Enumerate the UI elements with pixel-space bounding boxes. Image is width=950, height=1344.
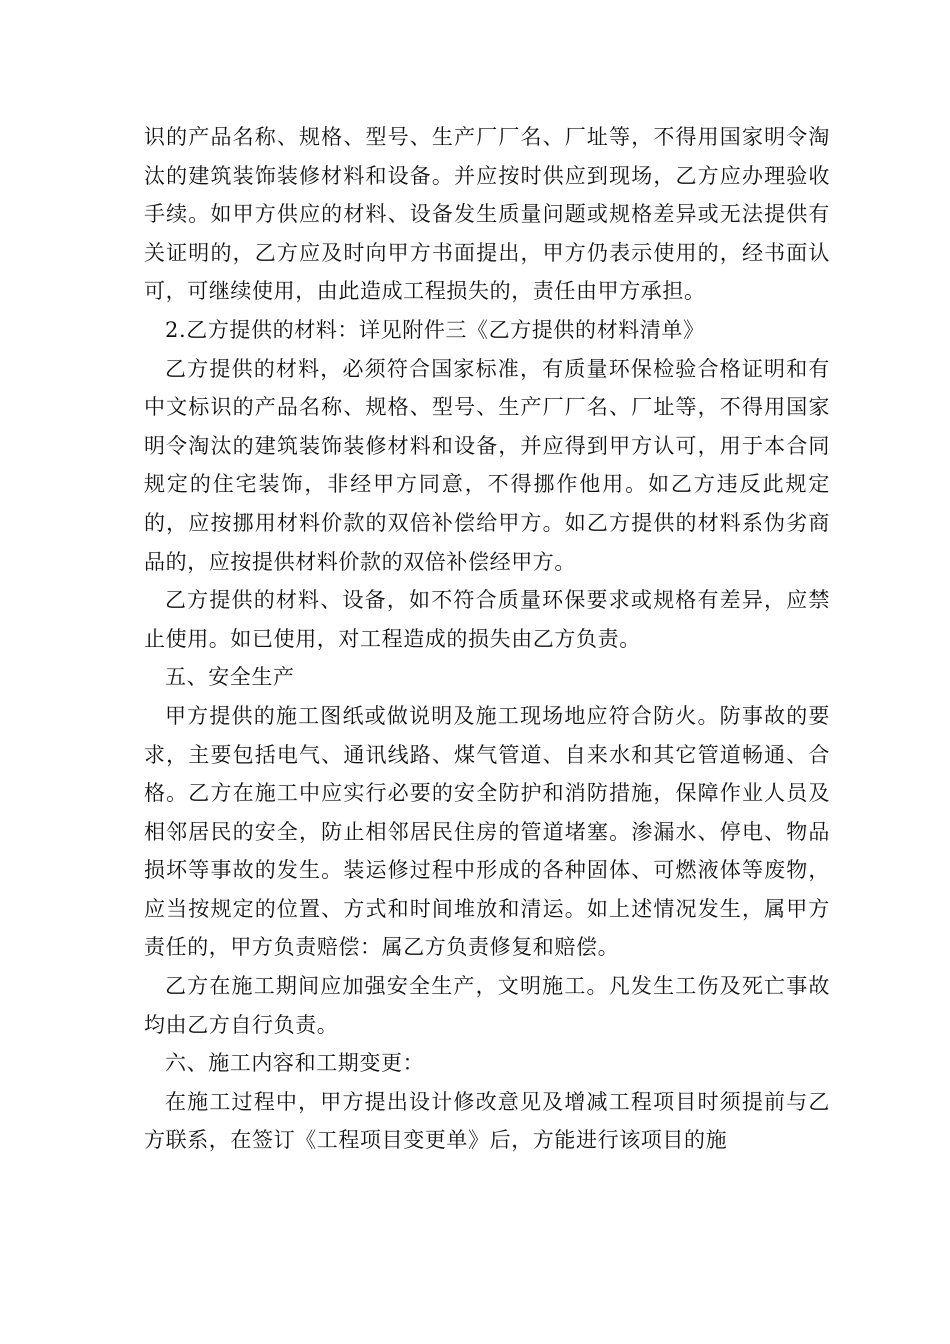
paragraph-safety-requirements: 甲方提供的施工图纸或做说明及施工现场地应符合防火。防事故的要求，主要包括电气、通讯线路、煤气管道、自来水和其它管道畅通、合格。乙方在施工中应实行必要的安全防护和消防措施，保障作业人员及相邻居民的安全，防止相邻居民住房的管道堵塞。渗漏水、停电、物品损坏等事故的发生。装运修过程中形成的各种固体、可燃液体等废物，应当按规定的位置、方式和时间堆放和清运。如上述情况发生，属甲方责任的，甲方负责赔偿：属乙方负责修复和赔偿。 bbox=[144, 703, 830, 960]
paragraph-contractor-materials-standards: 乙方提供的材料，必须符合国家标准，有质量环保检验合格证明和有中文标识的产品名称、规格、型号、生产厂厂名、厂址等，不得用国家明令淘汰的建筑装饰装修材料和设备，并应得到甲方认可，用于本合同规定的住宅装饰，非经甲方同意，不得挪作他用。如乙方违反此规定的，应按挪用材料价款的双倍补偿给甲方。如乙方提供的材料系伪劣商品的，应按提供材料价款的双倍补偿经甲方。 bbox=[144, 356, 830, 574]
paragraph-changes-procedure: 在施工过程中，甲方提出设计修改意见及增减工程项目时须提前与乙方联系，在签订《工程项目变更单》后，方能进行该项目的施 bbox=[144, 1089, 830, 1153]
paragraph-material-supply-continued: 识的产品名称、规格、型号、生产厂厂名、厂址等，不得用国家明令淘汰的建筑装饰装修材料和设备。并应按时供应到现场，乙方应办理验收手续。如甲方供应的材料、设备发生质量问题或规格差异或无法提供有关证明的，乙方应及时向甲方书面提出，甲方仍表示使用的，经书面认可，可继续使用，由此造成工程损失的，责任由甲方承担。 bbox=[144, 125, 830, 304]
document-body bbox=[144, 118, 830, 1160]
paragraph-contractor-materials-prohibition: 乙方提供的材料、设备，如不符合质量环保要求或规格有差异，应禁止使用。如已使用，对工程造成的损失由乙方负责。 bbox=[144, 588, 830, 651]
section-heading-safety: 五、安全生产 bbox=[165, 665, 295, 690]
paragraph-safety-liability: 乙方在施工期间应加强安全生产，文明施工。凡发生工伤及死亡事故均由乙方自行负责。 bbox=[144, 974, 830, 1037]
paragraph-contractor-materials-heading: 2.乙方提供的材料：详见附件三《乙方提供的材料清单》 bbox=[165, 317, 705, 342]
section-heading-changes: 六、施工内容和工期变更： bbox=[165, 1051, 425, 1076]
